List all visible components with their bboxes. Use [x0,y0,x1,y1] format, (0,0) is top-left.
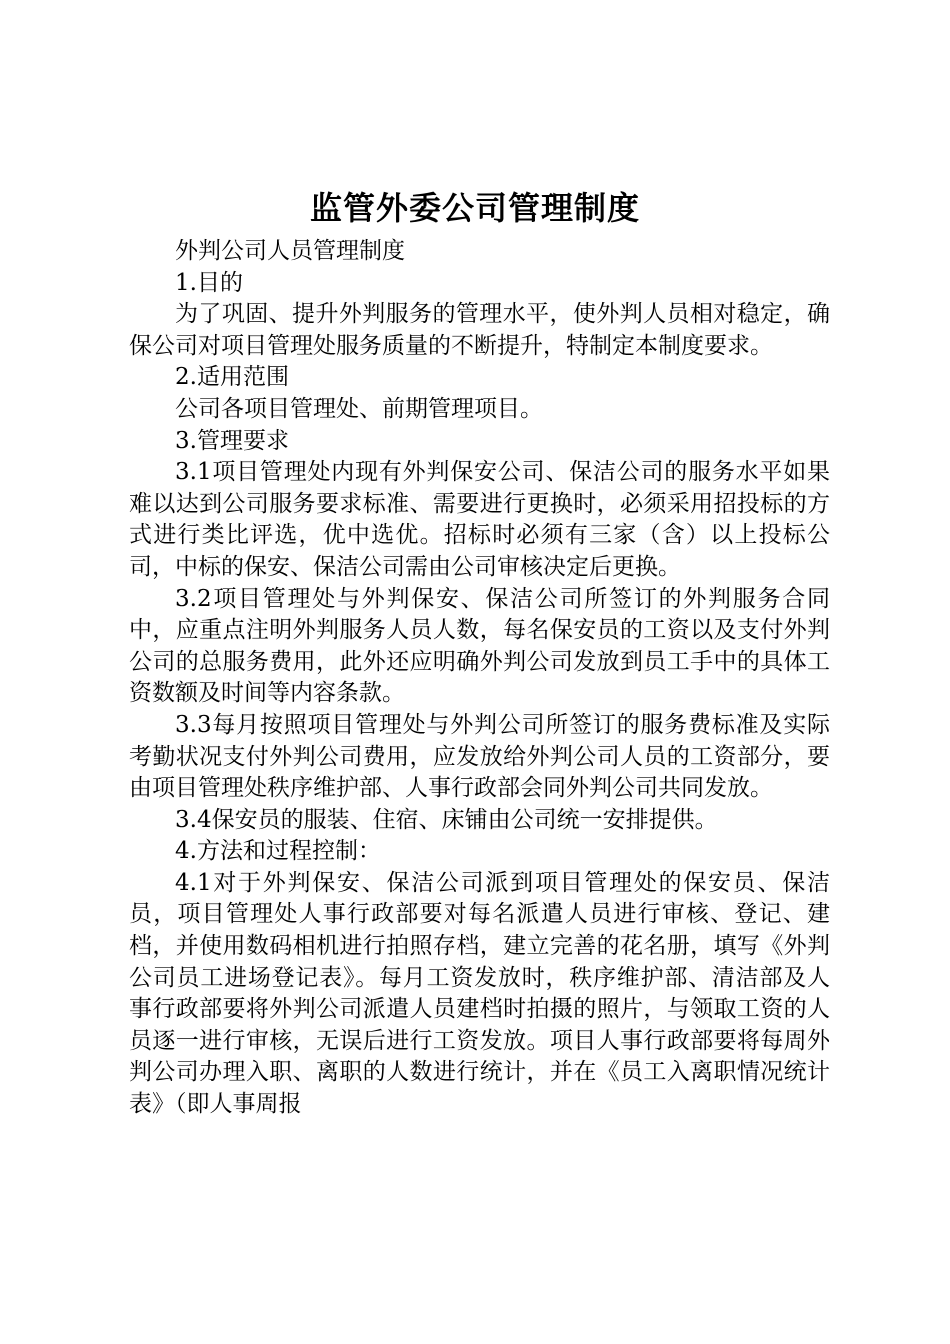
paragraph-3-2: 3.2项目管理处与外判保安、保洁公司所签订的外判服务合同中，应重点注明外判服务人员人数，每名保安员的工资以及支付外判公司的总服务费用，此外还应明确外判公司发放到员工手中的具体工资数额及时间等内容条款。 [129,585,830,707]
section-heading-purpose: 1.目的 [175,269,243,296]
paragraph-4-1: 4.1对于外判保安、保洁公司派到项目管理处的保安员、保洁员，项目管理处人事行政部要对每名派遣人员进行审核、登记、建档，并使用数码相机进行拍照存档，建立完善的花名册，填写《外判公司员工进场登记表》。每月工资发放时，秩序维护部、清洁部及人事行政部要将外判公司派遣人员建档时拍摄的照片，与领取工资的人员逐一进行审核，无误后进行工资发放。项目人事行政部要将每周外判公司办理入职、离职的人数进行统计，并在《员工入离职情况统计表》（即人事周报 [129,869,830,1118]
paragraph-3-3: 3.3每月按照项目管理处与外判公司所签订的服务费标准及实际考勤状况支付外判公司费用，应发放给外判公司人员的工资部分，要由项目管理处秩序维护部、人事行政部会同外判公司共同发放。 [129,711,830,802]
section-heading-scope: 2.适用范围 [175,364,289,391]
paragraph-3-4: 3.4保安员的服装、住宿、床铺由公司统一安排提供。 [175,806,718,833]
paragraph-scope: 公司各项目管理处、前期管理项目。 [175,395,543,422]
paragraph-subtitle: 外判公司人员管理制度 [175,238,405,264]
document-title: 监管外委公司管理制度 [309,189,640,227]
document-body [129,236,830,1121]
section-heading-requirements: 3.管理要求 [175,427,289,454]
paragraph-purpose: 为了巩固、提升外判服务的管理水平，使外判人员相对稳定，确保公司对项目管理处服务质量的不断提升，特制定本制度要求。 [129,301,830,359]
section-heading-methods: 4.方法和过程控制： [175,838,381,865]
paragraph-3-1: 3.1项目管理处内现有外判保安公司、保洁公司的服务水平如果难以达到公司服务要求标准、需要进行更换时，必须采用招投标的方式进行类比评选，优中选优。招标时必须有三家（含）以上投标公司，中标的保安、保洁公司需由公司审核决定后更换。 [129,459,830,580]
